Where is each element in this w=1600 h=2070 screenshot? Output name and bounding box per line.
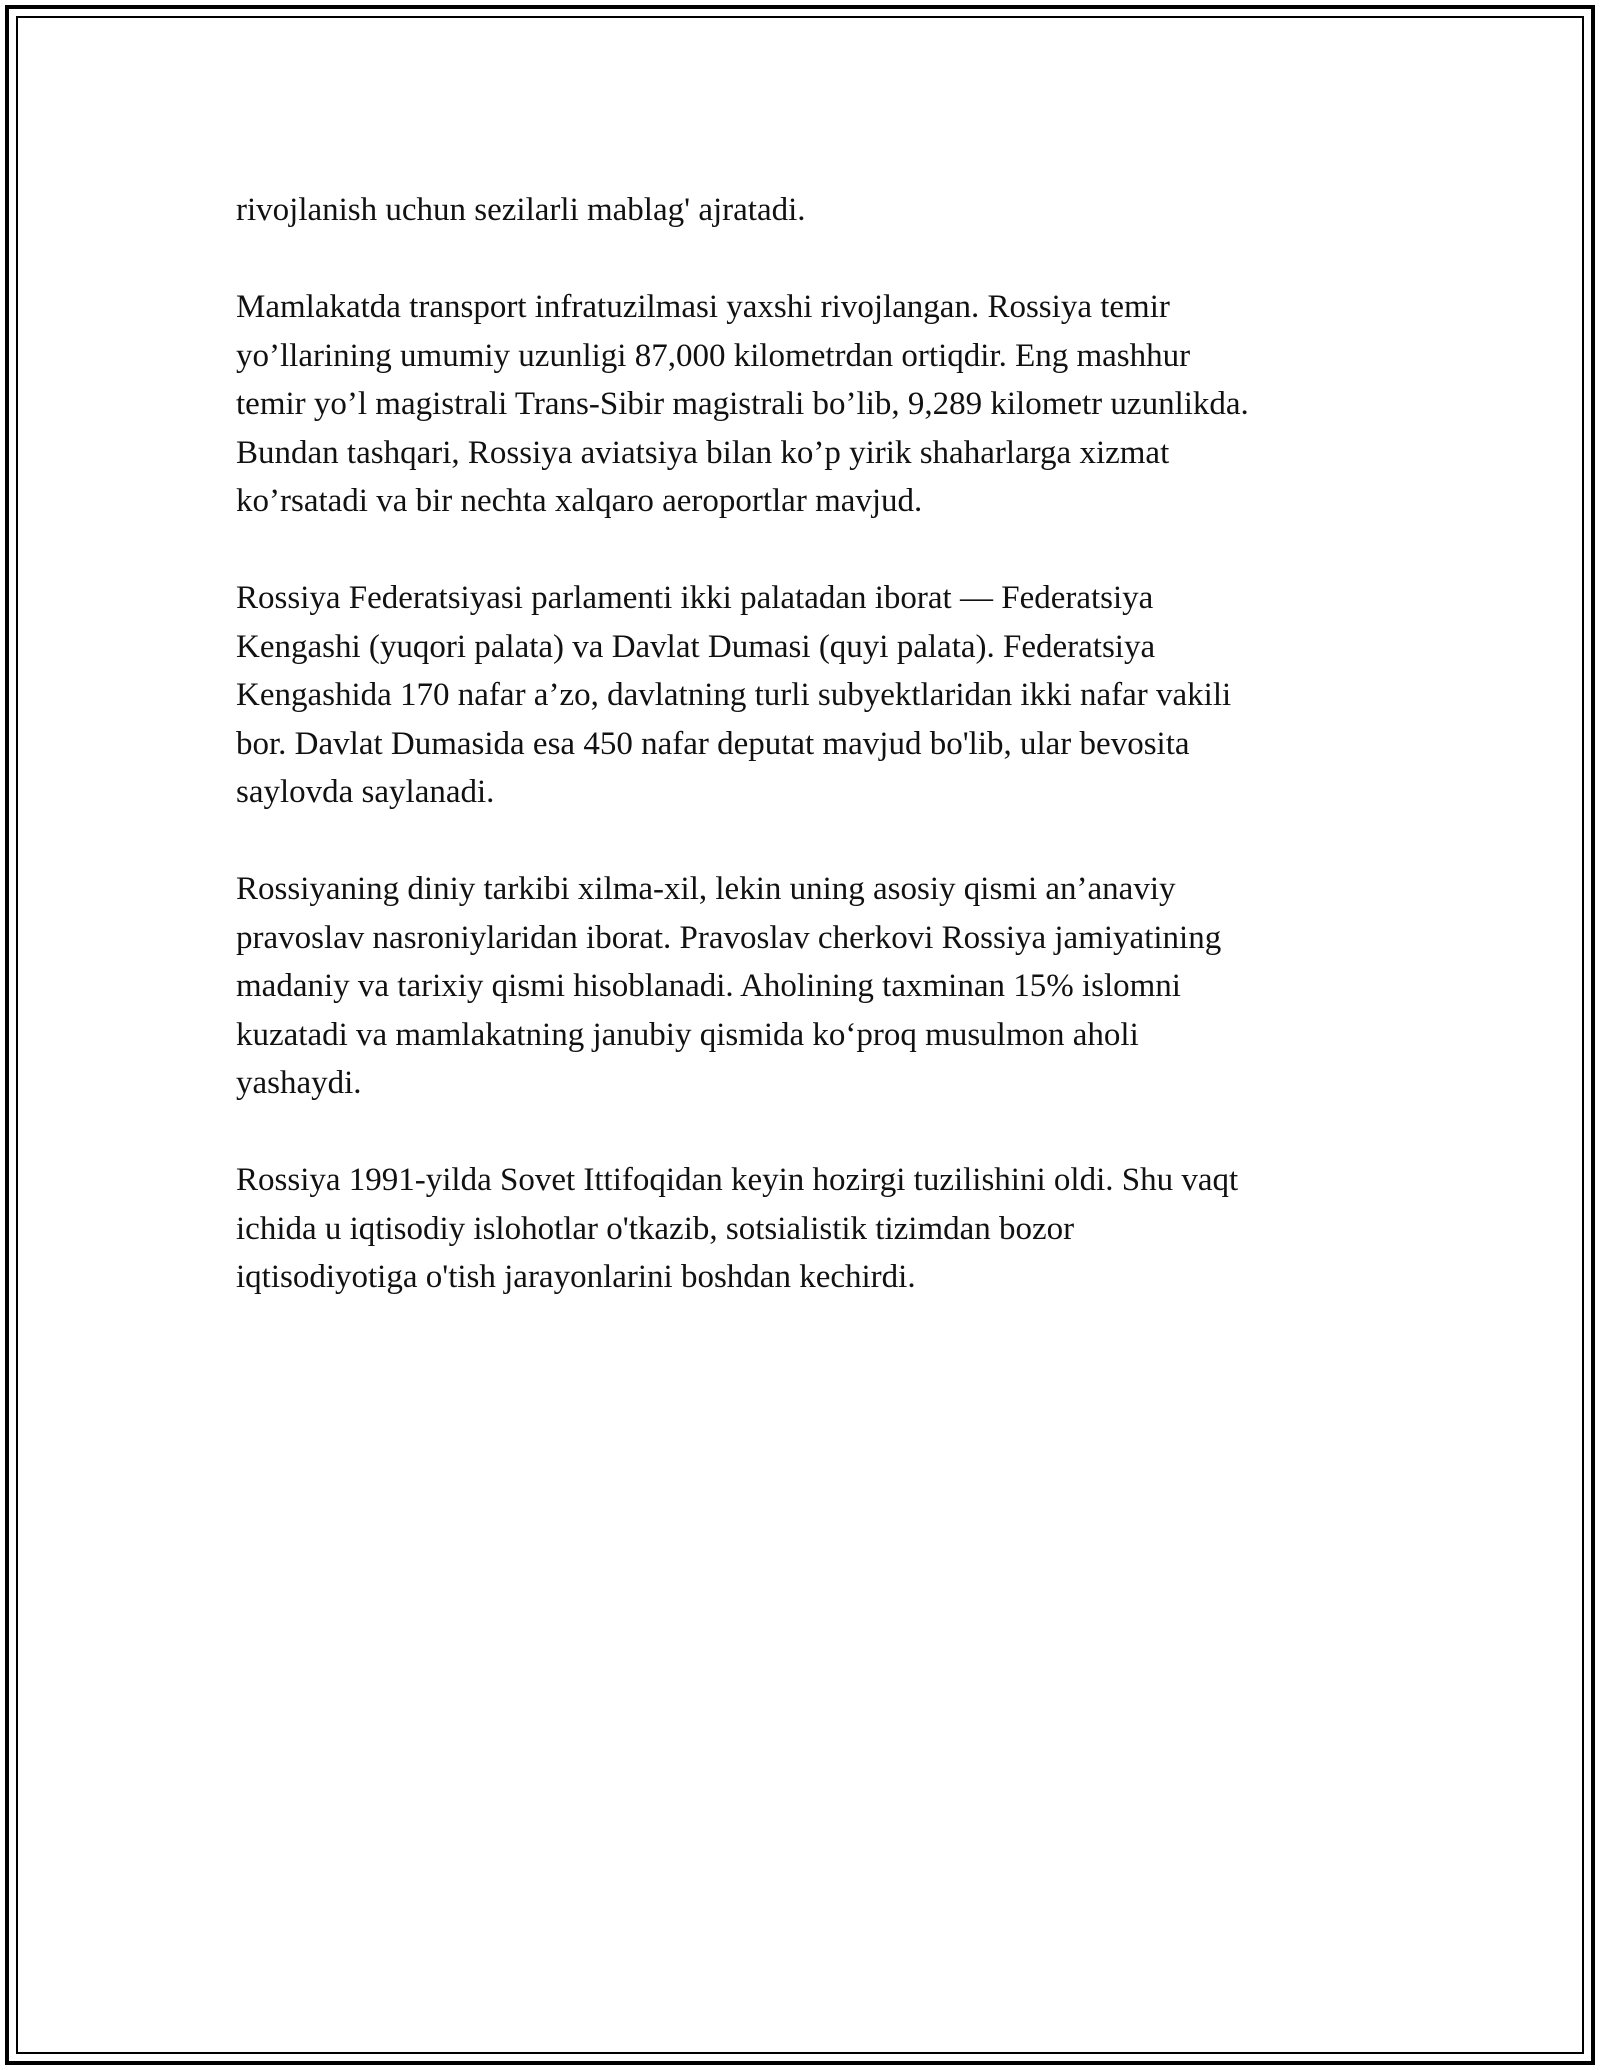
text-line: Mamlakatda transport infratuzilmasi yaxshi rivojlangan. Rossiya temir <box>236 289 1170 325</box>
text-line: yo’llarining umumiy uzunligi 87,000 kilometrdan ortiqdir. Eng mashhur <box>236 337 1191 374</box>
text-line: madaniy va tarixiy qismi hisoblanadi. Aholining taxminan 15% islomni <box>236 968 1181 1004</box>
text-line: iqtisodiyotiga o'tish jarayonlarini boshdan kechirdi. <box>236 1259 916 1295</box>
paragraph <box>236 186 1376 235</box>
text-line: Rossiya 1991-yilda Sovet Ittifoqidan keyin hozirgi tuzilishini oldi. Shu vaqt <box>236 1162 1239 1198</box>
text-line: pravoslav nasroniylaridan iborat. Pravoslav cherkovi Rossiya jamiyatining <box>236 919 1222 956</box>
paragraph <box>236 574 1376 817</box>
text-line: Rossiya Federatsiyasi parlamenti ikki palatadan iborat — Federatsiya <box>236 580 1154 616</box>
paragraph <box>236 865 1376 1108</box>
text-line: Kengashi (yuqori palata) va Davlat Dumasi (quyi palata). Federatsiya <box>236 628 1156 665</box>
document-body <box>236 186 1376 1350</box>
paragraph <box>236 1156 1376 1302</box>
text-line: temir yo’l magistrali Trans-Sibir magistrali bo’lib, 9,289 kilometr uzunlikda. <box>236 386 1249 422</box>
text-line: ichida u iqtisodiy islohotlar o'tkazib, sotsialistik tizimdan bozor <box>236 1210 1075 1247</box>
text-line: saylovda saylanadi. <box>236 774 495 810</box>
text-line: kuzatadi va mamlakatning janubiy qismida ko‘proq musulmon aholi <box>236 1016 1139 1053</box>
paragraph <box>236 283 1376 526</box>
text-line: ko’rsatadi va bir nechta xalqaro aeroportlar mavjud. <box>236 483 923 519</box>
text-line: Bundan tashqari, Rossiya aviatsiya bilan ko’p yirik shaharlarga xizmat <box>236 434 1170 471</box>
text-line: Rossiyaning diniy tarkibi xilma-xil, lekin uning asosiy qismi an’anaviy <box>236 871 1176 907</box>
text-line: yashaydi. <box>236 1065 362 1101</box>
text-line: rivojlanish uchun sezilarli mablag' ajratadi. <box>236 192 806 228</box>
text-line: Kengashida 170 nafar a’zo, davlatning turli subyektlaridan ikki nafar vakili <box>236 677 1232 713</box>
text-line: bor. Davlat Dumasida esa 450 nafar deputat mavjud bo'lib, ular bevosita <box>236 725 1190 762</box>
